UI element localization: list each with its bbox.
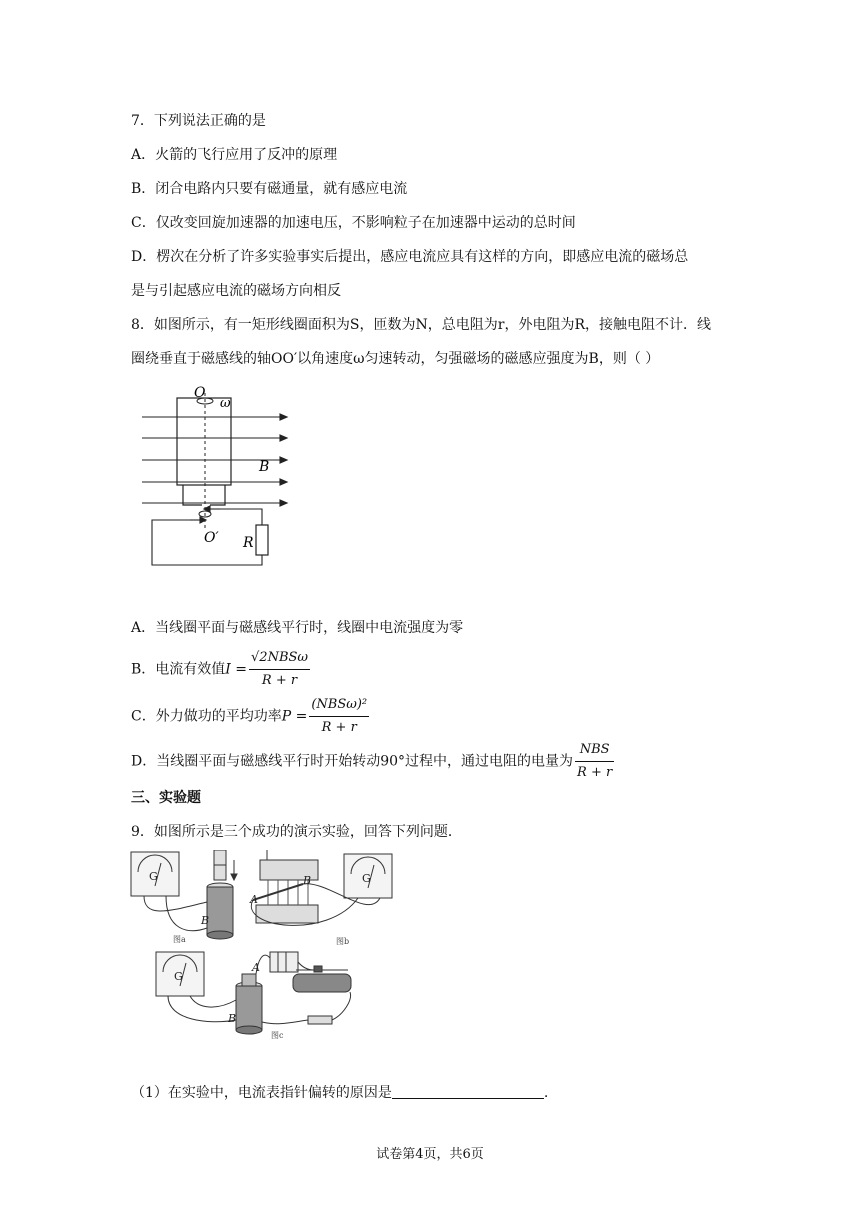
switch — [308, 1016, 332, 1024]
coil-b-c — [236, 986, 262, 1030]
q9-sub1-text: （1）在实验中，电流表指针偏转的原因是 — [131, 1085, 392, 1101]
label-g-c: G — [174, 970, 183, 983]
label-o-bottom: O′ — [204, 530, 219, 546]
label-b-b: B — [303, 874, 312, 887]
q8-option-c-numerator: (NBSω)² — [309, 695, 369, 717]
q8-option-a: A．当线圈平面与磁感线平行时，线圈中电流强度为零 — [131, 620, 464, 636]
label-g-a: G — [149, 870, 158, 883]
resistor-r — [256, 525, 268, 555]
rectangular-coil — [177, 398, 231, 505]
q9-sub1-answer-blank[interactable] — [392, 1084, 544, 1099]
q8-option-c-fraction — [309, 695, 369, 738]
q8-option-d-denominator: R + r — [577, 765, 613, 780]
q8-option-b-fraction — [249, 648, 310, 691]
caption-fig-a: 图a — [173, 935, 186, 944]
rheostat — [293, 974, 351, 992]
q8-option-b — [131, 648, 312, 691]
q7-option-d-line1: D．楞次在分析了许多实验事实后提出，感应电流应具有这样的方向，即感应电流的磁场总 — [131, 249, 689, 265]
q9-sub1 — [131, 1083, 548, 1103]
q7-stem: 7．下列说法正确的是 — [131, 113, 266, 129]
q7-option-a: A．火箭的飞行应用了反冲的原理 — [131, 147, 338, 163]
q8-option-d — [131, 740, 616, 783]
q8-option-d-numerator: NBS — [575, 740, 614, 762]
q8-option-b-lhs: I = — [225, 661, 248, 678]
q8-option-c — [131, 695, 371, 738]
q8-stem-line1: 8．如图所示，有一矩形线圈面积为S，匝数为N，总电阻为r，外电阻为R，接触电阻不计．线 — [131, 317, 711, 333]
label-resistor: R — [243, 535, 254, 551]
q7-option-b: B．闭合电路内只要有磁通量，就有感应电流 — [131, 181, 408, 197]
page-footer: 试卷第4页，共6页 — [376, 1147, 484, 1162]
q9-experiment-figures — [128, 850, 398, 1042]
coil-b-a — [207, 887, 233, 935]
q8-option-d-label: D．当线圈平面与磁感线平行时开始转动90°过程中，通过电阻的电量为 — [131, 753, 574, 770]
label-b-field: B — [259, 459, 270, 475]
caption-fig-b: 图b — [336, 937, 350, 946]
coil-a-c — [242, 974, 256, 986]
caption-fig-c: 图c — [271, 1031, 284, 1040]
section-title: 三、实验题 — [131, 790, 201, 806]
q7-option-d-line2: 是与引起感应电流的磁场方向相反 — [131, 283, 341, 299]
battery — [270, 952, 298, 972]
q9-sub1-period: . — [543, 1085, 549, 1101]
q8-option-b-numerator: √2NBSω — [249, 648, 310, 670]
q8-option-d-fraction — [575, 740, 614, 783]
q8-option-c-label: C．外力做功的平均功率 — [131, 708, 282, 725]
q8-option-b-denominator: R + r — [261, 673, 298, 688]
q8-option-c-lhs: P = — [281, 708, 308, 725]
q8-option-b-label: B．电流有效值 — [131, 661, 226, 678]
q7-option-c: C．仅改变回旋加速器的加速电压，不影响粒子在加速器中运动的总时间 — [131, 215, 576, 231]
label-a-b: A — [250, 893, 258, 906]
label-g-b: G — [362, 872, 371, 885]
q8-stem-line2: 圈绕垂直于磁感线的轴OO′以角速度ω匀速转动，匀强磁场的磁感应强度为B，则（ ） — [131, 351, 660, 367]
q8-rotating-coil-figure — [140, 385, 300, 575]
label-a-c: A — [252, 961, 260, 974]
label-coil-b-a: B — [201, 914, 210, 927]
label-o-top: O — [194, 385, 206, 401]
label-b-c: B — [228, 1012, 237, 1025]
q8-option-c-denominator: R + r — [321, 720, 357, 735]
label-omega: ω — [220, 396, 231, 411]
q9-stem: 9．如图所示是三个成功的演示实验，回答下列问题． — [131, 824, 462, 840]
